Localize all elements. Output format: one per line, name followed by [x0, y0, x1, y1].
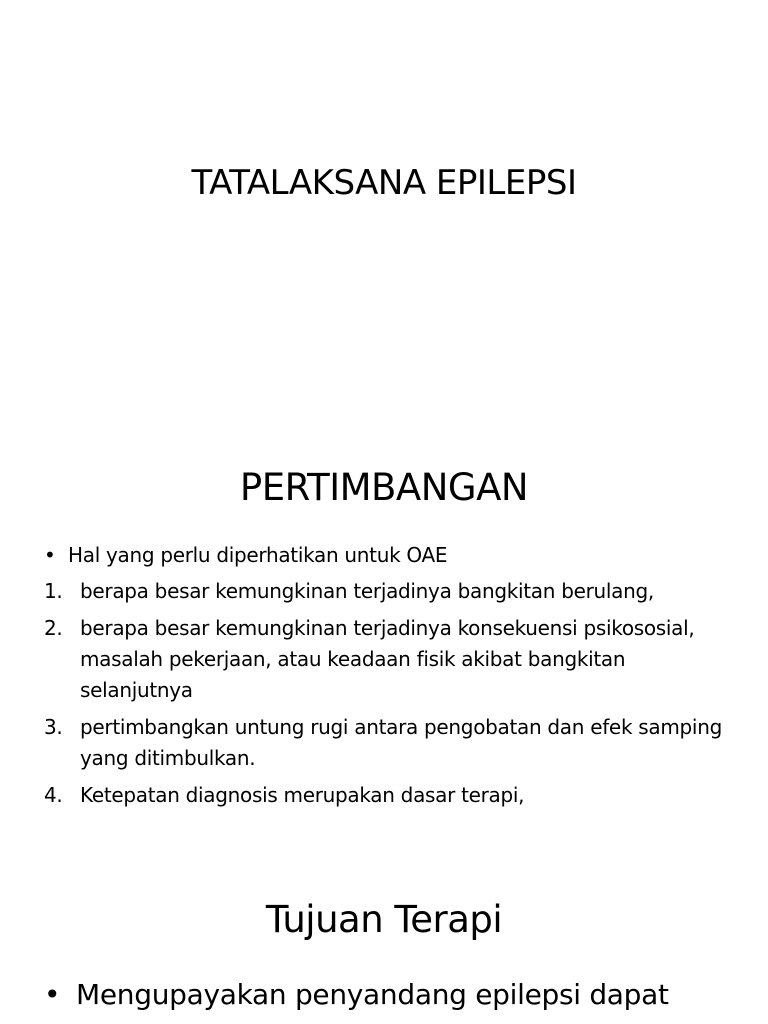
slide-title-tujuan-terapi: Tujuan Terapi — [265, 898, 503, 941]
list-item-text: Hal yang perlu diperhatikan untuk OAE — [68, 543, 448, 567]
slide-title-pertimbangan: PERTIMBANGAN — [239, 466, 529, 509]
bullet-marker: • — [44, 543, 56, 567]
list-item-intro — [44, 540, 744, 571]
bullet-marker: • — [44, 978, 61, 1011]
list-number: 2. — [44, 616, 63, 640]
list-item — [44, 576, 744, 607]
tujuan-bullet-item — [44, 975, 764, 1015]
list-item — [44, 712, 744, 774]
list-item-text: pertimbangkan untung rugi antara pengobatan dan efek samping yang ditimbulkan. — [80, 715, 722, 770]
pertimbangan-list — [44, 540, 744, 817]
list-number: 4. — [44, 783, 63, 807]
list-item-text: berapa besar kemungkinan terjadinya konsekuensi psikososial, masalah pekerjaan, atau keadaan fisik akibat bangkitan selanjutnya — [80, 616, 695, 702]
slide-title-tatalaksana: TATALAKSANA EPILEPSI — [191, 163, 577, 203]
list-item-text: berapa besar kemungkinan terjadinya bangkitan berulang, — [80, 579, 654, 603]
list-item — [44, 613, 744, 706]
list-number: 3. — [44, 715, 63, 739]
list-item-text: Ketepatan diagnosis merupakan dasar terapi, — [80, 783, 525, 807]
list-number: 1. — [44, 579, 63, 603]
list-item — [44, 780, 744, 811]
tujuan-text: Mengupayakan penyandang epilepsi dapat — [76, 978, 669, 1011]
